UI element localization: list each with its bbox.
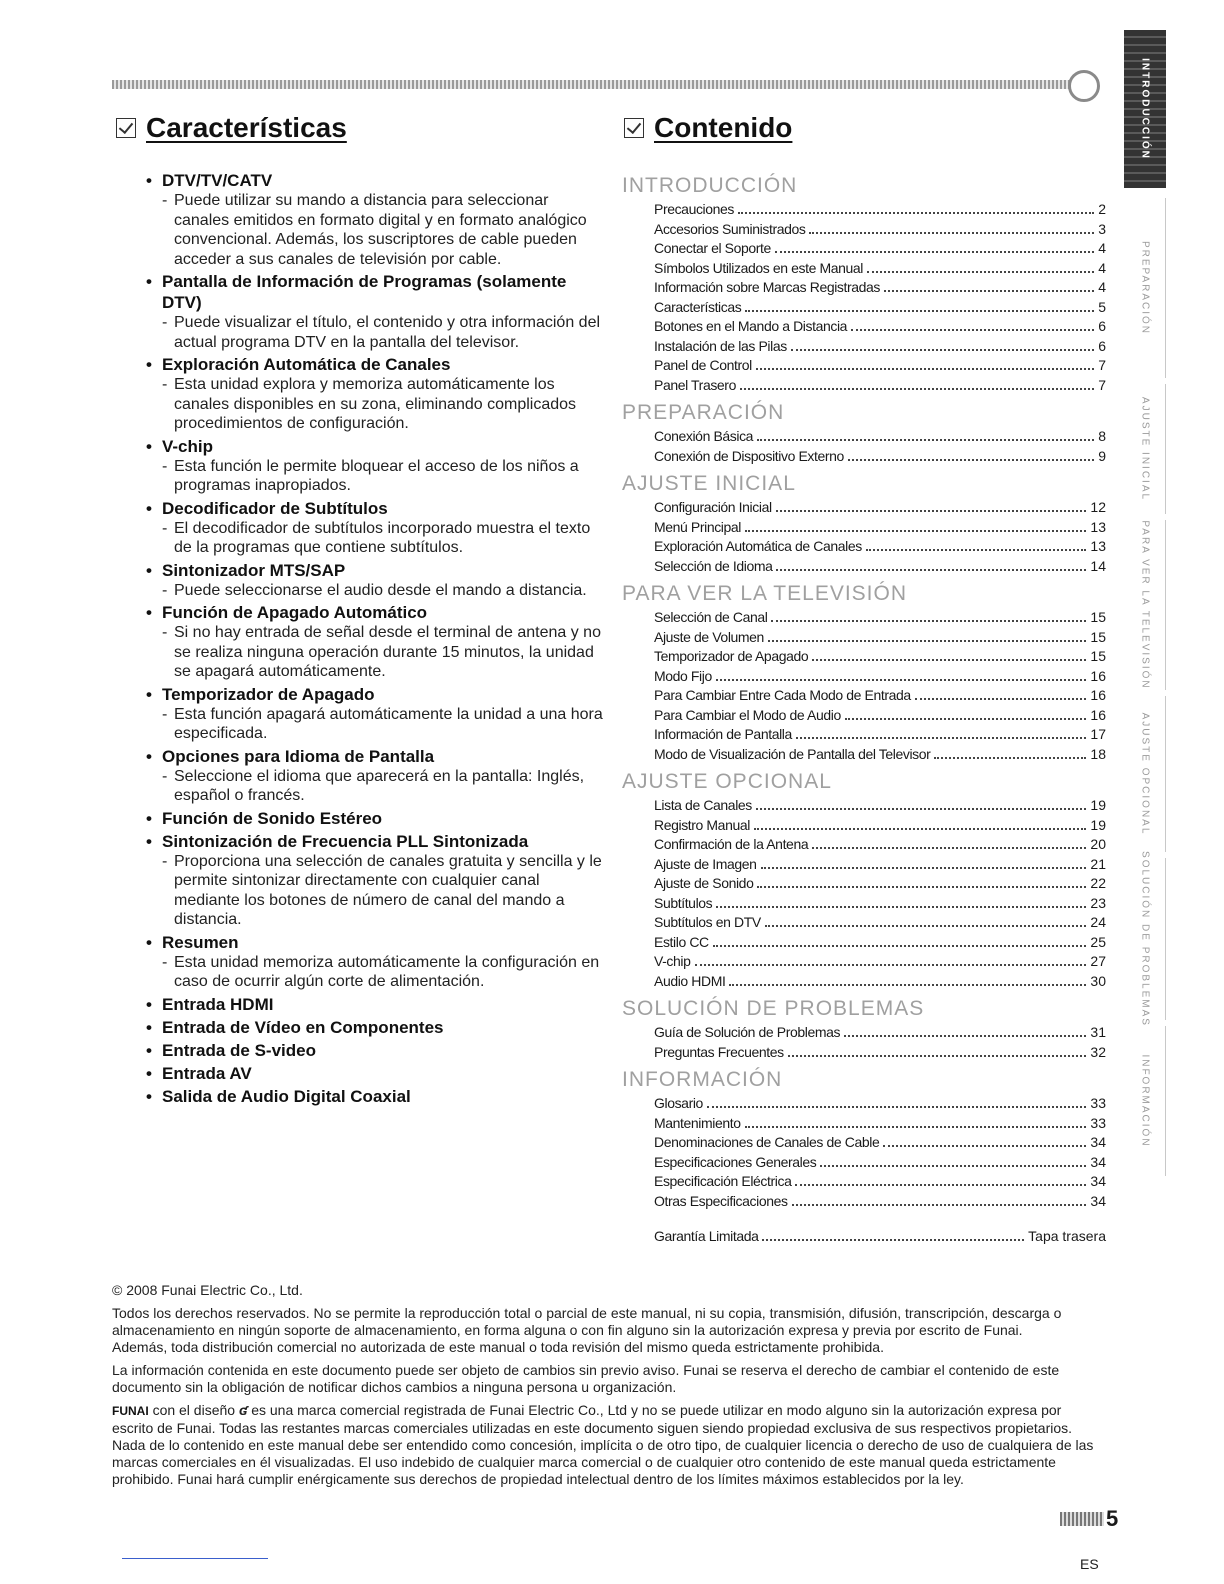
feature-description: - Proporciona una selección de canales gratuita y sencilla y le permite sintonizar directamente con cualquier canal mediante los botones de número de canal del mando a distancia.	[144, 852, 604, 930]
trademark-paragraph	[112, 1402, 1102, 1488]
toc-entry-page: 32	[1090, 1043, 1106, 1060]
feature-title: • Salida de Audio Digital Coaxial	[144, 1086, 604, 1107]
toc-entry-page: 7	[1098, 357, 1106, 373]
dot-leader	[820, 1165, 1086, 1167]
toc-section-title: INFORMACIÓN	[622, 1068, 783, 1091]
dot-leader	[796, 737, 1087, 739]
toc-section-title: PARA VER LA TELEVISIÓN	[622, 582, 908, 605]
dot-leader	[867, 271, 1094, 273]
legal-footer	[112, 1282, 1102, 1494]
toc-entry-page: 14	[1090, 557, 1106, 574]
language-code: ES	[1080, 1556, 1099, 1572]
toc-entry[interactable]	[622, 608, 1106, 628]
legal-paragraph: La información contenida en este documento puede ser objeto de cambios sin previo aviso. Funai se reserva el derecho de cambiar el contenido de este documento sin la obligación de notificar dichos cambios a ninguna persona u organización.	[112, 1362, 1060, 1395]
feature-title: • Entrada AV	[144, 1063, 604, 1084]
feature-item	[144, 170, 604, 269]
toc-section-title: PREPARACIÓN	[622, 401, 785, 424]
dot-leader	[915, 698, 1087, 700]
header-rule	[112, 80, 1070, 89]
feature-item	[144, 1086, 604, 1107]
toc-section-title: AJUSTE INICIAL	[622, 472, 796, 495]
side-tab-label: PARA VER LA TELEVISIÓN	[1139, 520, 1150, 690]
toc-entry-title: Ajuste de Imagen	[654, 855, 757, 872]
toc-entry-title: Accesorios Suministrados	[654, 220, 806, 237]
bottom-link-line	[122, 1558, 268, 1559]
dot-leader	[768, 640, 1086, 642]
toc-entry-page: 23	[1090, 894, 1106, 911]
toc-section	[622, 995, 1106, 1062]
legal-paragraph: Todos los derechos reservados. No se permite la reproducción total o parcial de este manual, ni su copia, transmisión, difusión, transcripción, descarga o almacenamiento en ningún soporte de almacenamiento, en forma alguna o con fin alguno sin la autorización expresa y previa por escrito de Funai.	[112, 1305, 1062, 1338]
feature-description: - Si no hay entrada de señal desde el terminal de antena y no se realiza ninguna operación durante 15 minutos, la unidad se apagará automáticamente.	[144, 623, 604, 682]
dot-leader	[795, 1184, 1086, 1186]
feature-item	[144, 932, 604, 992]
toc-entry-title: Para Cambiar Entre Cada Modo de Entrada	[654, 687, 911, 703]
dot-leader	[812, 659, 1086, 661]
toc-entry-page: 6	[1098, 318, 1106, 334]
toc-entry-page: 15	[1090, 648, 1106, 664]
toc-entry-page: 33	[1090, 1114, 1106, 1131]
toc-entry[interactable]	[622, 933, 1106, 953]
feature-item	[144, 831, 604, 930]
feature-title: • Pantalla de Información de Programas (solamente DTV)	[144, 271, 604, 313]
trademark-text-b: es una marca comercial registrada de Funai Electric Co., Ltd y no se puede utilizar en modo alguno sin la autorización expresa por escrito de Funai. Todas las restantes marcas comerciales utilizadas en este documento siguen siendo propiedad exclusiva de sus respectivos propietarios. Nada de lo contenido en este manual debe ser entendido como concesión, implícita o de otro tipo, de cualquier licencia o derecho de uso de cualquiera de las marcas comerciales en él visualizadas. El uso indebido de cualquier marca comercial o de cualquier otro contenido de este manual queda estrictamente prohibido. Funai hará cumplir enérgicamente sus derechos de propiedad intelectual dentro de los límites máximos establecidos por la ley.	[112, 1402, 1094, 1487]
toc-entry[interactable]	[622, 200, 1106, 220]
feature-description: - Esta unidad explora y memoriza automáticamente los canales disponibles en su zona, eliminando complicados procedimientos de configuración.	[144, 375, 604, 434]
side-tab-ajuste-opcional[interactable]	[1124, 696, 1166, 852]
features-heading-text: Características	[146, 112, 347, 143]
toc-entry[interactable]	[622, 855, 1106, 875]
dot-leader	[756, 808, 1087, 810]
funai-logo: FUNAI	[112, 1404, 149, 1418]
side-tab-label: INTRODUCCIÓN	[1139, 58, 1151, 160]
toc-entry[interactable]	[622, 874, 1106, 894]
toc-entry-page: 19	[1090, 816, 1106, 833]
toc-entry[interactable]	[622, 1153, 1106, 1173]
toc-entry[interactable]	[622, 706, 1106, 726]
table-of-contents	[622, 172, 1106, 1247]
feature-description: - Puede utilizar su mando a distancia para seleccionar canales emitidos en formato digital y en formato analógico convencional. Además, los suscriptores de cable pueden acceder a sus canales de televisión por cable.	[144, 191, 604, 269]
dot-leader	[761, 867, 1087, 869]
dot-leader	[788, 1055, 1087, 1057]
side-tab-label: SOLUCIÓN DE PROBLEMAS	[1139, 851, 1150, 1027]
dot-leader	[738, 212, 1094, 214]
toc-entry-title: Conectar el Soporte	[654, 240, 771, 256]
toc-entry-page: 34	[1090, 1173, 1106, 1189]
toc-entry-title: Lista de Canales	[654, 797, 752, 813]
side-tab-label: PREPARACIÓN	[1139, 240, 1150, 336]
toc-entry-page: 9	[1098, 447, 1106, 464]
dot-leader	[812, 847, 1086, 849]
toc-section	[622, 768, 1106, 991]
toc-entry-title: Audio HDMI	[654, 972, 726, 989]
dot-leader	[883, 1145, 1086, 1147]
toc-entry-page: 21	[1090, 855, 1106, 872]
feature-item	[144, 1040, 604, 1061]
toc-entry[interactable]	[622, 278, 1106, 298]
toc-entry-title: Ajuste de Sonido	[654, 875, 754, 891]
toc-entry[interactable]	[622, 816, 1106, 836]
toc-entry-page: 34	[1090, 1192, 1106, 1209]
toc-entry[interactable]	[622, 628, 1106, 648]
dot-leader	[776, 510, 1087, 512]
dot-leader	[713, 945, 1087, 947]
feature-title: • V-chip	[144, 436, 604, 457]
toc-entry-title: Registro Manual	[654, 816, 750, 833]
toc-entry-page: 20	[1090, 836, 1106, 852]
side-tab-preparacion[interactable]	[1124, 198, 1166, 378]
feature-item	[144, 1017, 604, 1038]
toc-entry-page: 33	[1090, 1095, 1106, 1111]
toc-entry-page: 18	[1090, 745, 1106, 762]
toc-entry[interactable]	[622, 498, 1106, 518]
toc-section	[622, 172, 1106, 395]
toc-entry-title: Panel de Control	[654, 357, 752, 373]
feature-description: - Seleccione el idioma que aparecerá en la pantalla: Inglés, español o francés.	[144, 767, 604, 806]
feature-description: - Esta función le permite bloquear el acceso de los niños a programas inapropiados.	[144, 457, 604, 496]
toc-entry-page: 16	[1090, 687, 1106, 703]
toc-entry[interactable]	[622, 952, 1106, 972]
feature-title: • Exploración Automática de Canales	[144, 354, 604, 375]
toc-entry[interactable]	[622, 745, 1106, 765]
toc-entry-title: Conexión Básica	[654, 428, 754, 444]
checkbox-icon	[116, 118, 136, 138]
trademark-text-a: con el diseño	[152, 1402, 236, 1418]
toc-entry[interactable]	[622, 667, 1106, 687]
toc-entry[interactable]	[622, 557, 1106, 577]
dot-leader	[762, 1239, 1024, 1241]
toc-entry[interactable]	[622, 427, 1106, 447]
feature-title: • Decodificador de Subtítulos	[144, 498, 604, 519]
dot-leader	[851, 329, 1094, 331]
toc-entry[interactable]	[622, 1094, 1106, 1114]
feature-title: • Entrada de Vídeo en Componentes	[144, 1017, 604, 1038]
dot-leader	[745, 310, 1094, 312]
toc-entry[interactable]	[622, 447, 1106, 467]
dot-leader	[866, 549, 1087, 551]
toc-entry-title: Instalación de las Pilas	[654, 337, 787, 354]
side-tab-label: AJUSTE OPCIONAL	[1139, 712, 1150, 836]
toc-entry-page: 8	[1098, 428, 1106, 444]
page-number: 5	[1106, 1506, 1119, 1531]
feature-item	[144, 436, 604, 496]
toc-entry-page: 27	[1090, 953, 1106, 969]
toc-entry[interactable]	[622, 913, 1106, 933]
toc-entry[interactable]	[622, 259, 1106, 279]
toc-entry-title: Símbolos Utilizados en este Manual	[654, 259, 863, 276]
page-number-shade	[1060, 1512, 1104, 1526]
toc-entry-title: Menú Principal	[654, 518, 741, 535]
toc-entry[interactable]	[622, 337, 1106, 357]
toc-entry-page: 4	[1098, 240, 1106, 256]
feature-item	[144, 684, 604, 744]
toc-entry[interactable]	[622, 835, 1106, 855]
toc-entry[interactable]	[622, 298, 1106, 318]
toc-entry[interactable]	[622, 1133, 1106, 1153]
dot-leader	[848, 459, 1094, 461]
side-tab-label: AJUSTE INICIAL	[1139, 396, 1150, 502]
toc-entry-title: V-chip	[654, 953, 691, 969]
toc-entry-title: Selección de Canal	[654, 609, 768, 625]
toc-entry-page: 6	[1098, 337, 1106, 354]
toc-entry-title: Confirmación de la Antena	[654, 836, 809, 852]
dot-leader	[791, 349, 1094, 351]
feature-title: • Sintonizador MTS/SAP	[144, 560, 604, 581]
toc-entry[interactable]	[622, 1114, 1106, 1134]
dot-leader	[745, 530, 1086, 532]
feature-item	[144, 271, 604, 352]
toc-entry[interactable]	[622, 1172, 1106, 1192]
toc-entry-title: Selección de Idioma	[654, 557, 773, 574]
toc-entry[interactable]	[622, 647, 1106, 667]
toc-entry-title: Subtítulos en DTV	[654, 914, 761, 930]
toc-entry[interactable]	[622, 518, 1106, 538]
toc-entry[interactable]	[622, 1023, 1106, 1043]
feature-description: - Esta unidad memoriza automáticamente la configuración en caso de ocurrir algún corte de alimentación.	[144, 953, 604, 992]
side-tab-para-ver[interactable]	[1124, 520, 1166, 690]
toc-entry-page: 24	[1090, 914, 1106, 930]
dot-leader	[707, 1106, 1086, 1108]
dot-leader	[740, 388, 1094, 390]
toc-entry-page: 30	[1090, 972, 1106, 989]
toc-entry-title: Preguntas Frecuentes	[654, 1043, 784, 1060]
feature-title: • Función de Apagado Automático	[144, 602, 604, 623]
toc-entry[interactable]	[622, 796, 1106, 816]
toc-entry[interactable]	[622, 972, 1106, 992]
feature-item	[144, 994, 604, 1015]
toc-entry[interactable]	[622, 356, 1106, 376]
funai-swirl-icon: ʛ	[238, 1402, 248, 1418]
toc-section	[622, 1066, 1106, 1211]
toc-entry-title: Especificaciones Generales	[654, 1153, 817, 1170]
toc-entry[interactable]	[622, 725, 1106, 745]
dot-leader	[771, 620, 1086, 622]
toc-entry-page: 12	[1090, 499, 1106, 515]
side-tab-label: INFORMACIÓN	[1139, 1054, 1150, 1148]
feature-item	[144, 498, 604, 558]
feature-item	[144, 808, 604, 829]
toc-entry-page: 22	[1090, 875, 1106, 891]
legal-paragraph: Además, toda distribución comercial no autorizada de este manual o toda revisión del mismo queda estrictamente prohibida.	[112, 1339, 884, 1355]
feature-description: - Puede visualizar el título, el contenido y otra información del actual programa DTV en la pantalla del televisor.	[144, 313, 604, 352]
feature-title: • Temporizador de Apagado	[144, 684, 604, 705]
feature-title: • Opciones para Idioma de Pantalla	[144, 746, 604, 767]
toc-entry-page: 7	[1098, 376, 1106, 393]
feature-item	[144, 1063, 604, 1084]
toc-entry-title: Exploración Automática de Canales	[654, 538, 862, 554]
toc-entry-page: 34	[1090, 1153, 1106, 1170]
toc-entry-page: 25	[1090, 933, 1106, 950]
toc-section	[622, 470, 1106, 576]
toc-entry-title: Especificación Eléctrica	[654, 1173, 792, 1189]
feature-title: • Resumen	[144, 932, 604, 953]
toc-section-title: INTRODUCCIÓN	[622, 174, 798, 197]
toc-entry-title: Configuración Inicial	[654, 499, 772, 515]
feature-description: - El decodificador de subtítulos incorporado muestra el texto de la programas que contiene subtítulos.	[144, 519, 604, 558]
feature-item	[144, 746, 604, 806]
feature-description: - Puede seleccionarse el audio desde el mando a distancia.	[144, 581, 604, 601]
toc-entry-title: Otras Especificaciones	[654, 1192, 788, 1209]
toc-section	[622, 580, 1106, 764]
dot-leader	[809, 232, 1094, 234]
toc-entry-page: 15	[1090, 628, 1106, 645]
dot-leader	[757, 886, 1086, 888]
dot-leader	[716, 679, 1087, 681]
toc-entry-title: Información sobre Marcas Registradas	[654, 279, 881, 295]
dot-leader	[776, 569, 1086, 571]
toc-entry-page: 15	[1090, 609, 1106, 625]
toc-entry-page: 3	[1098, 220, 1106, 237]
dot-leader	[695, 964, 1087, 966]
dot-leader	[757, 439, 1094, 441]
toc-entry-page: 4	[1098, 279, 1106, 295]
toc-entry[interactable]	[622, 317, 1106, 337]
toc-entry-title: Modo de Visualización de Pantalla del Televisor	[654, 745, 931, 762]
page-number-badge	[1060, 1508, 1120, 1530]
toc-entry-title: Garantía Limitada	[654, 1228, 759, 1244]
toc-entry-title: Temporizador de Apagado	[654, 648, 809, 664]
features-heading	[116, 112, 347, 144]
dot-leader	[765, 925, 1087, 927]
toc-entry-title: Panel Trasero	[654, 376, 736, 393]
side-tab-solucion[interactable]	[1124, 851, 1166, 1027]
feature-title: • Entrada HDMI	[144, 994, 604, 1015]
toc-entry[interactable]	[622, 239, 1106, 259]
feature-title: • Función de Sonido Estéreo	[144, 808, 604, 829]
dot-leader	[884, 290, 1094, 292]
feature-description: - Esta función apagará automáticamente la unidad a una hora especificada.	[144, 705, 604, 744]
toc-entry[interactable]	[622, 220, 1106, 240]
feature-item	[144, 602, 604, 682]
toc-entry-title: Modo Fijo	[654, 667, 712, 684]
toc-entry-guarantee[interactable]	[622, 1227, 1106, 1247]
toc-entry-page: 17	[1090, 726, 1106, 742]
toc-entry-page: 4	[1098, 259, 1106, 276]
dot-leader	[792, 1204, 1087, 1206]
toc-entry-title: Glosario	[654, 1095, 703, 1111]
side-tab-ajuste-inicial[interactable]	[1124, 384, 1166, 514]
dot-leader	[754, 828, 1086, 830]
toc-entry-page: 31	[1090, 1024, 1106, 1040]
side-tab-informacion[interactable]	[1124, 1026, 1166, 1176]
toc-entry[interactable]	[622, 1043, 1106, 1063]
dot-leader	[745, 1126, 1087, 1128]
toc-entry-page: 13	[1090, 518, 1106, 535]
toc-entry-title: Botones en el Mando a Distancia	[654, 318, 848, 334]
toc-entry[interactable]	[622, 376, 1106, 396]
toc-section-title: AJUSTE OPCIONAL	[622, 770, 832, 793]
contents-heading-text: Contenido	[654, 112, 793, 143]
toc-entry-page: 5	[1098, 298, 1106, 315]
toc-entry-title: Guía de Solución de Problemas	[654, 1024, 841, 1040]
feature-title: • Entrada de S-video	[144, 1040, 604, 1061]
toc-entry-title: Estilo CC	[654, 933, 709, 950]
toc-entry-title: Conexión de Dispositivo Externo	[654, 447, 844, 464]
contents-heading	[624, 112, 792, 144]
toc-entry-page: 16	[1090, 706, 1106, 723]
toc-entry-title: Para Cambiar el Modo de Audio	[654, 706, 841, 723]
dot-leader	[775, 251, 1094, 253]
copyright: © 2008 Funai Electric Co., Ltd.	[112, 1282, 303, 1298]
header-circle-ornament	[1068, 70, 1100, 102]
toc-section-title: SOLUCIÓN DE PROBLEMAS	[622, 997, 925, 1020]
feature-item	[144, 560, 604, 601]
toc-entry-page: 34	[1090, 1134, 1106, 1150]
toc-entry[interactable]	[622, 1192, 1106, 1212]
toc-entry-page: 16	[1090, 667, 1106, 684]
features-list	[144, 170, 604, 1109]
toc-entry-title: Subtítulos	[654, 894, 713, 911]
toc-entry-title: Ajuste de Volumen	[654, 628, 764, 645]
dot-leader	[934, 757, 1086, 759]
dot-leader	[756, 368, 1094, 370]
toc-entry-title: Denominaciones de Canales de Cable	[654, 1134, 880, 1150]
toc-entry-page: 19	[1090, 797, 1106, 813]
dot-leader	[729, 984, 1086, 986]
side-tab-introduccion[interactable]	[1124, 30, 1166, 188]
toc-section	[622, 399, 1106, 466]
dot-leader	[844, 1035, 1086, 1037]
toc-entry-page: Tapa trasera	[1028, 1228, 1106, 1244]
toc-entry-title: Precauciones	[654, 201, 735, 217]
feature-item	[144, 354, 604, 434]
toc-entry-title: Características	[654, 298, 742, 315]
toc-entry-title: Información de Pantalla	[654, 726, 792, 742]
toc-entry[interactable]	[622, 686, 1106, 706]
checkbox-icon	[624, 118, 644, 138]
toc-entry-title: Mantenimiento	[654, 1114, 741, 1131]
toc-entry-page: 13	[1090, 538, 1106, 554]
toc-entry[interactable]	[622, 894, 1106, 914]
dot-leader	[845, 718, 1087, 720]
toc-entry-page: 2	[1098, 201, 1106, 217]
dot-leader	[716, 906, 1086, 908]
feature-title: • Sintonización de Frecuencia PLL Sintonizada	[144, 831, 604, 852]
toc-entry[interactable]	[622, 537, 1106, 557]
feature-title: • DTV/TV/CATV	[144, 170, 604, 191]
